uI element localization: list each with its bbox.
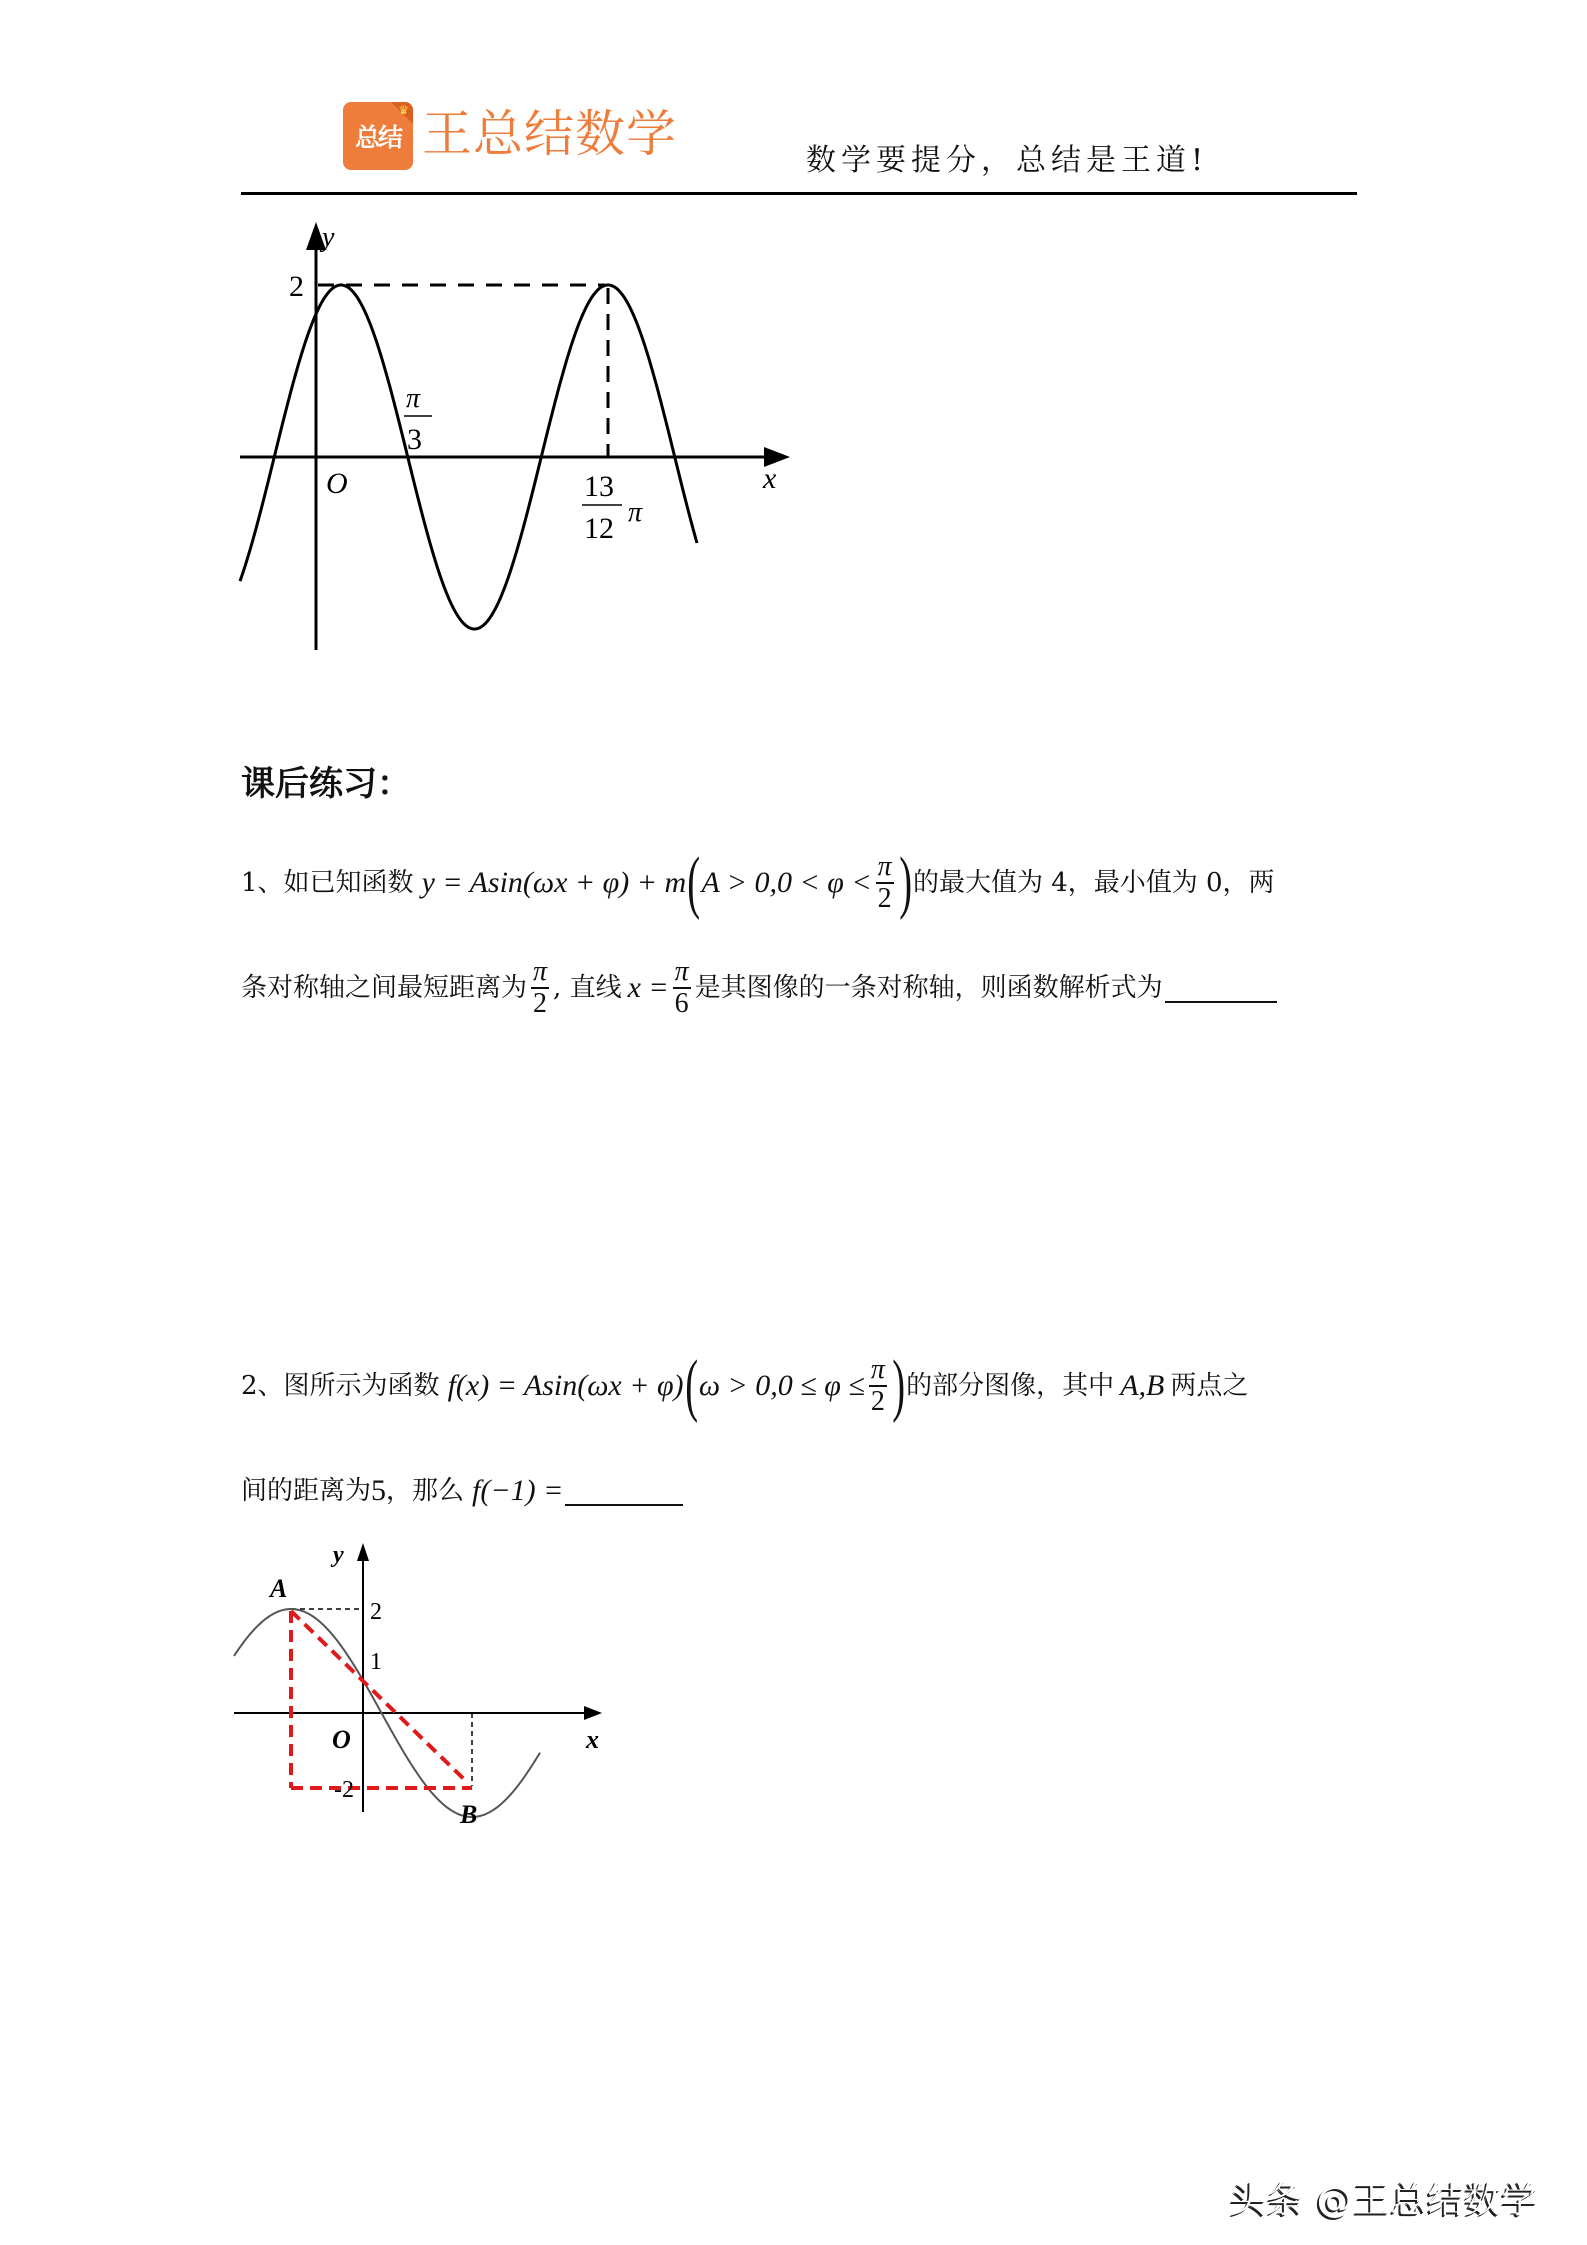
problem-2-answer-blank[interactable] (565, 1476, 683, 1506)
fraction-numerator: π (533, 956, 548, 987)
logo-badge-text: 总结 (354, 123, 401, 152)
open-paren: ( (687, 844, 701, 921)
figure-2-sine-graph (230, 1540, 630, 1840)
problem-2-suffix-b: 两点之 (1170, 1371, 1249, 1401)
problem-2-condition: ω > 0,0 ≤ φ ≤ (698, 1369, 865, 1402)
header-divider (241, 192, 1357, 195)
problem-2-line-2 (241, 1474, 683, 1508)
problem-1-line-2 (241, 957, 1277, 1019)
fraction-denominator: 2 (533, 988, 548, 1019)
fraction-numerator: π (674, 956, 689, 987)
problem-1-fraction-1 (531, 957, 549, 1019)
close-paren: ) (898, 844, 912, 921)
problem-2-formula: f(x) = Asin(ωx + φ) (447, 1369, 684, 1402)
close-paren: ) (892, 1347, 905, 1424)
x-axis-label: x (586, 1725, 599, 1754)
figure-1-sine-graph (230, 210, 810, 670)
logo-badge (343, 102, 413, 170)
problem-2-number: 2、 (241, 1371, 284, 1401)
zero-label-numerator: π (406, 383, 421, 414)
problem-1-number: 1、 (241, 868, 284, 898)
tick-2-label: 2 (370, 1599, 382, 1625)
x-axis-arrow-icon (584, 1706, 602, 1720)
origin-label: O (332, 1725, 351, 1754)
zero-label-denominator: 3 (407, 423, 422, 456)
point-b-label: B (460, 1800, 478, 1829)
point-a-label: A (270, 1574, 288, 1603)
problem-2-prefix: 图所示为函数 (283, 1371, 440, 1401)
problem-2-line-1 (241, 1347, 1249, 1424)
problem-1-fraction-2 (673, 957, 691, 1019)
max-value-label: 2 (289, 270, 304, 303)
problem-1-x-equals: x = (627, 971, 669, 1004)
problem-2-condition-fraction (869, 1355, 887, 1417)
y-axis-label: y (333, 1542, 344, 1568)
problem-1-condition-fraction (876, 852, 894, 914)
problem-1-answer-blank[interactable] (1165, 973, 1277, 1003)
peak-label-pi: π (628, 497, 643, 528)
tick-1-label: 1 (370, 1649, 382, 1675)
tick-neg2-label: -2 (334, 1777, 354, 1803)
problem-1-line2-mid: , 直线 (553, 973, 622, 1003)
fraction-denominator: 2 (870, 1386, 885, 1417)
problem-2-points: A,B (1120, 1369, 1165, 1402)
x-axis-label: x (763, 462, 777, 495)
origin-label: O (326, 467, 348, 500)
problem-1-prefix: 如已知函数 (283, 868, 414, 898)
problem-2-suffix-a: 的部分图像，其中 (906, 1371, 1115, 1401)
fraction-denominator: 6 (674, 988, 689, 1019)
problem-2-line2-mid: ，那么 (386, 1476, 465, 1506)
problem-1-suffix: 的最大值为 4，最小值为 0，两 (912, 868, 1275, 898)
y-axis-arrow-icon (357, 1543, 369, 1561)
y-axis-label: y (322, 222, 335, 253)
section-heading: 课后练习： (241, 764, 411, 804)
watermark: 头条 @王总结数学 (1230, 2180, 1539, 2221)
problem-2-query: f(−1) = (472, 1474, 564, 1507)
problem-2-distance: 5 (371, 1474, 387, 1507)
peak-label-numerator: 13 (584, 470, 614, 503)
brand-name: 王总结数学 (422, 105, 677, 163)
problem-1-condition: A > 0,0 < φ < (701, 866, 872, 899)
problem-1-line2-prefix: 条对称轴之间最短距离为 (241, 973, 528, 1003)
crown-icon: ♛ (398, 103, 409, 117)
problem-1-line-1 (241, 844, 1275, 921)
slogan: 数学要提分，总结是王道! (806, 143, 1209, 178)
open-paren: ( (684, 1347, 698, 1424)
problem-2-line2-prefix: 间的距离为 (241, 1476, 372, 1506)
red-dashed-triangle (291, 1611, 472, 1788)
problem-1-line2-suffix: 是其图像的一条对称轴，则函数解析式为 (694, 973, 1163, 1003)
fraction-numerator: π (877, 851, 892, 882)
fraction-denominator: 2 (877, 883, 892, 914)
peak-label-denominator: 12 (584, 512, 614, 545)
fraction-numerator: π (870, 1354, 885, 1385)
problem-1-formula: y = Asin(ωx + φ) + m (421, 866, 687, 899)
